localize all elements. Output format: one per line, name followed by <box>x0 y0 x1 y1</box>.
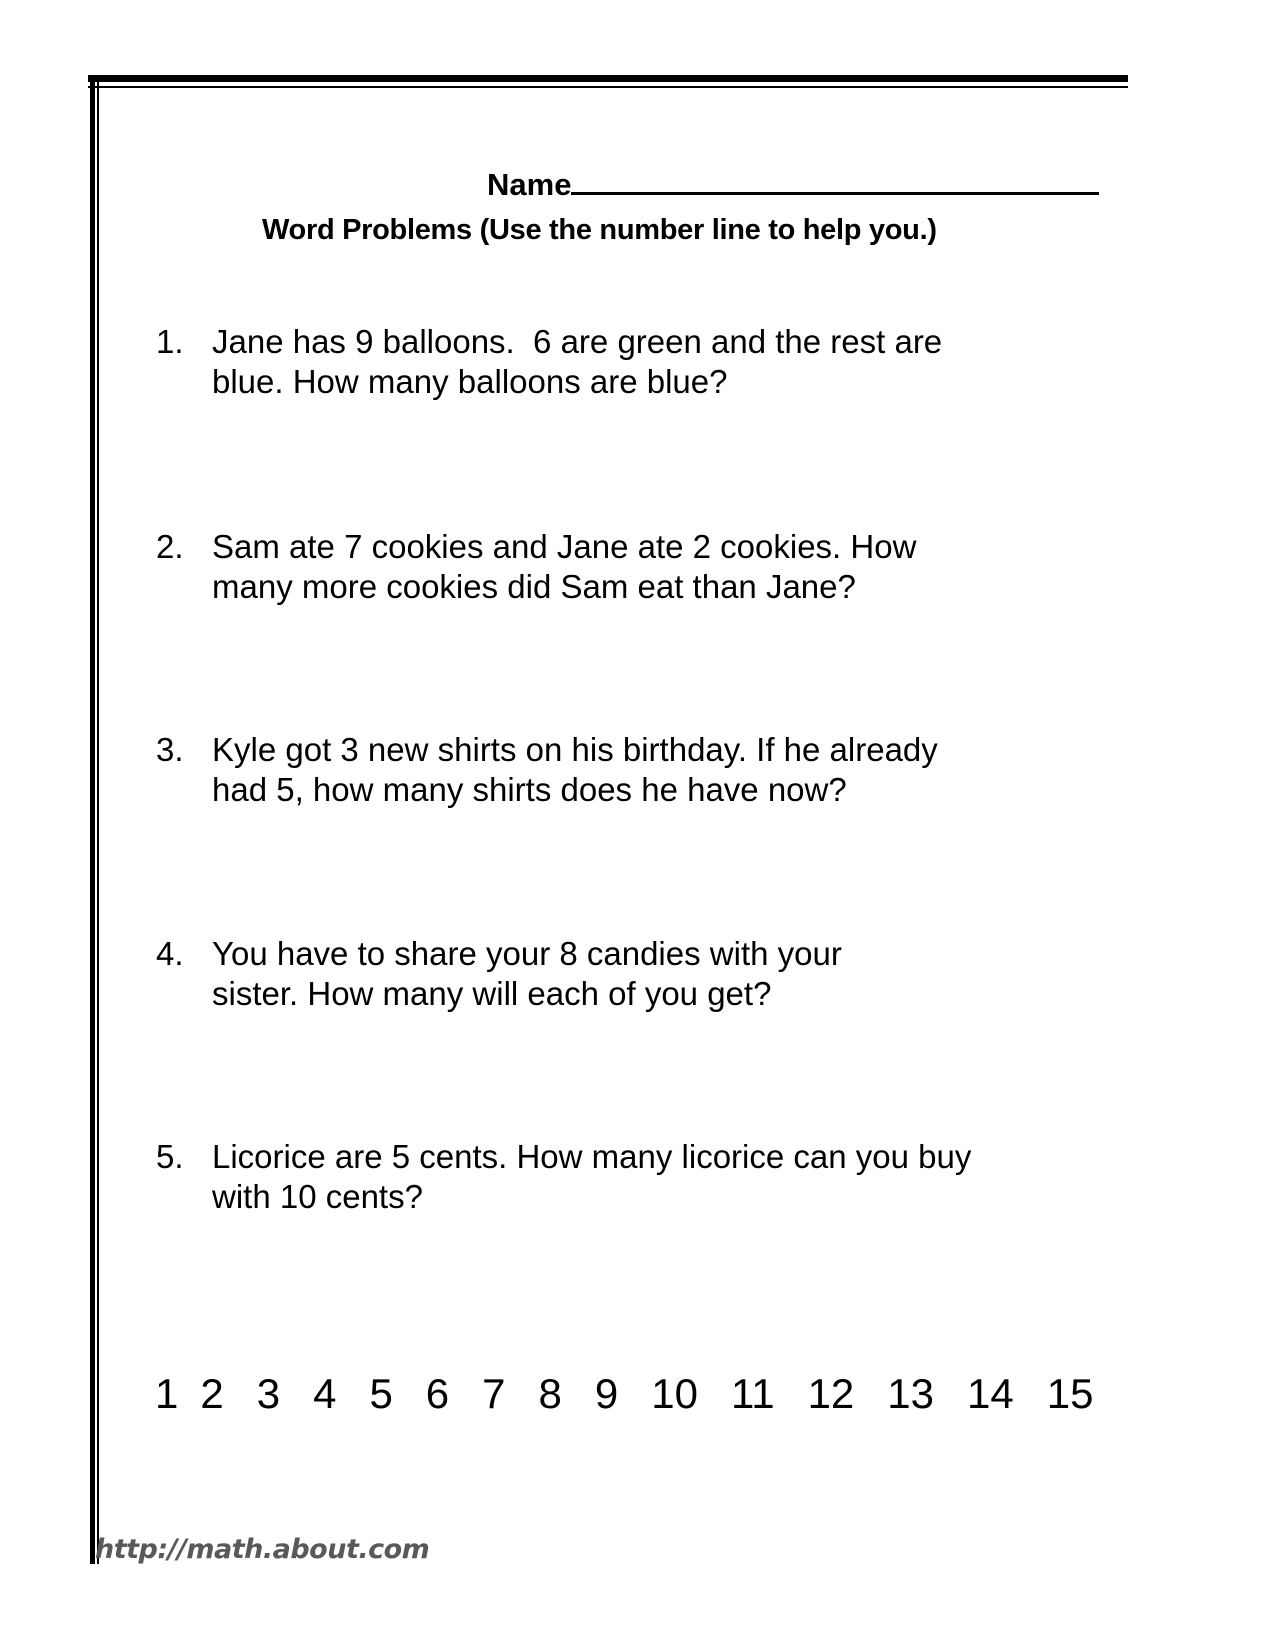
number-line-value-2: 2 <box>200 1370 224 1417</box>
number-line-value-5: 5 <box>369 1370 393 1417</box>
number-line-value-12: 12 <box>807 1370 855 1417</box>
name-row <box>487 162 1099 204</box>
page-border-left-thick <box>90 75 95 1564</box>
problem-4-line-1: You have to share your 8 candies with your <box>212 935 842 972</box>
number-line-value-1: 1 <box>155 1370 179 1417</box>
number-line-value-13: 13 <box>887 1370 934 1417</box>
worksheet-title: Word Problems (Use the number line to help you.) <box>262 214 937 246</box>
number-line-value-15: 15 <box>1046 1370 1094 1417</box>
page-border-top-thin <box>88 86 1128 88</box>
problem-5-line-1: Licorice are 5 cents. How many licorice can you buy <box>212 1138 972 1175</box>
problem-3-text <box>212 730 938 810</box>
number-line-value-9: 9 <box>594 1370 619 1417</box>
problem-1-line-2: blue. How many balloons are blue? <box>212 363 728 400</box>
problem-3 <box>156 730 938 810</box>
problem-2-text <box>212 527 916 607</box>
problem-5-text <box>212 1137 971 1217</box>
problem-4-line-2: sister. How many will each of you get? <box>212 975 772 1012</box>
problem-1-number: 1. <box>156 323 184 360</box>
number-line-value-7: 7 <box>482 1370 506 1417</box>
name-blank-line <box>571 162 1099 195</box>
number-line-value-4: 4 <box>313 1370 337 1417</box>
page-border-left-thin <box>97 75 99 1564</box>
problem-5 <box>156 1137 971 1217</box>
problem-2-number: 2. <box>156 528 184 565</box>
problem-3-number: 3. <box>156 731 184 768</box>
number-line-value-14: 14 <box>967 1370 1014 1417</box>
problem-3-line-1: Kyle got 3 new shirts on his birthday. If he already <box>212 731 938 768</box>
problem-1-line-1: Jane has 9 balloons. 6 are green and the rest are <box>212 323 943 360</box>
problem-2-line-2: many more cookies did Sam eat than Jane? <box>212 568 856 605</box>
problem-5-line-2: with 10 cents? <box>212 1178 423 1215</box>
number-line-value-3: 3 <box>256 1370 281 1417</box>
problem-2 <box>156 527 916 607</box>
number-line-value-8: 8 <box>538 1370 562 1417</box>
problem-3-line-2: had 5, how many shirts does he have now? <box>212 771 847 808</box>
name-label: Name <box>487 167 572 202</box>
problem-4-text <box>212 934 842 1014</box>
problem-4-number: 4. <box>156 935 184 972</box>
problem-1-text <box>212 322 942 402</box>
number-line-value-11: 11 <box>730 1370 775 1417</box>
page-border-top-thick <box>88 75 1128 82</box>
problem-1 <box>156 322 942 402</box>
problem-2-line-1: Sam ate 7 cookies and Jane ate 2 cookies. How <box>212 528 917 565</box>
number-line <box>155 1372 1093 1416</box>
number-line-value-10: 10 <box>651 1370 698 1417</box>
source-url: http://math.about.com <box>95 1534 430 1565</box>
problem-4 <box>156 934 842 1014</box>
problem-5-number: 5. <box>156 1138 184 1175</box>
number-line-value-6: 6 <box>425 1370 450 1417</box>
